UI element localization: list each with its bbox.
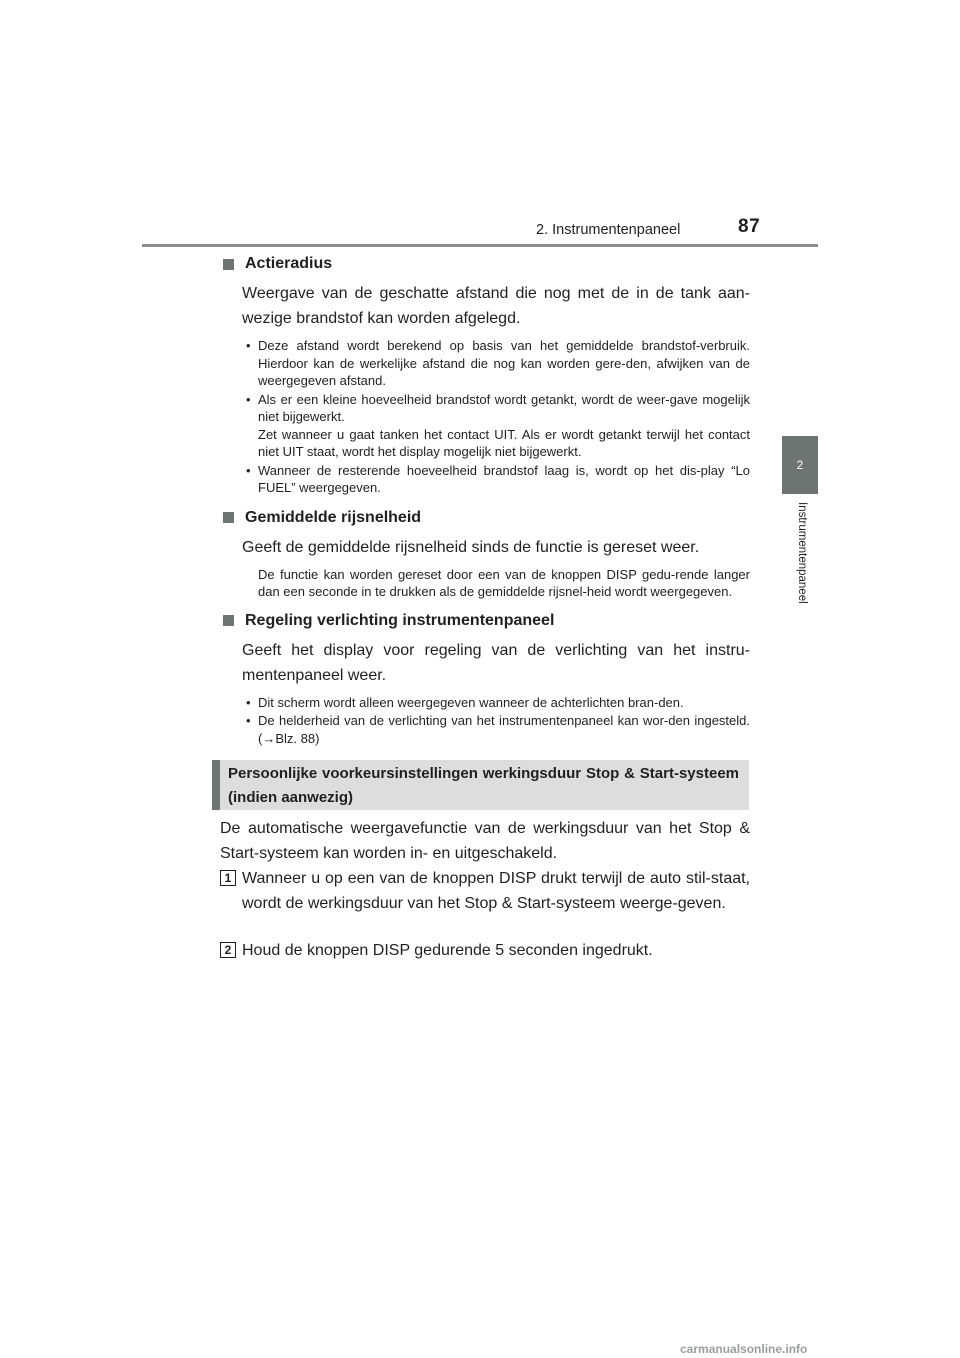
side-tab-label: Instrumentenpaneel <box>796 502 808 604</box>
section-heading: Regeling verlichting instrumentenpaneel <box>245 611 555 629</box>
bullet-list <box>242 694 750 748</box>
section-lead: Geeft de gemiddelde rijsnelheid sinds de functie is gereset weer. <box>242 538 700 556</box>
section-heading: Gemiddelde rijsnelheid <box>245 508 422 526</box>
square-bullet-icon <box>223 512 234 523</box>
main-content <box>220 253 750 757</box>
bullet-item: • Wanneer de resterende hoeveelheid brandstof laag is, wordt op het dis-play “Lo FUEL” weergegeven. <box>242 462 750 497</box>
bullet-item: • Dit scherm wordt alleen weergegeven wanneer de achterlichten bran-den. <box>242 694 750 712</box>
step-number: 2 <box>220 942 236 958</box>
step-number: 1 <box>220 870 236 886</box>
bullet-item: • Deze afstand wordt berekend op basis van het gemiddelde brandstof-verbruik. Hierdoor kan de werkelijke afstand die nog kan worden gere-den, afwijken van de weergegeven afstand. <box>242 337 750 390</box>
section-lead: Geeft het display voor regeling van de verlichting van het instru-mentenpaneel weer. <box>242 641 750 684</box>
bullet-item: • De helderheid van de verlichting van het instrumentenpaneel kan wor-den ingesteld. (→Blz. 88) <box>242 712 750 747</box>
header-rule <box>142 244 818 247</box>
bullet-list <box>242 337 750 497</box>
section-actieradius <box>220 253 750 497</box>
step-text: Houd de knoppen DISP gedurende 5 seconden ingedrukt. <box>242 942 653 959</box>
intro-paragraph: De automatische weergavefunctie van de werkingsduur van het Stop & Start-systeem kan worden in- en uitgeschakeld. <box>220 820 750 862</box>
step-1 <box>220 866 750 916</box>
bullet-item: • Als er een kleine hoeveelheid brandstof wordt getankt, wordt de weer-gave mogelijk niet bijgewerkt. Zet wanneer u gaat tanken het contact UIT. Als er wordt getankt terwijl het contact niet UIT staat, wordt het display mogelijk niet bijgewerkt. <box>242 391 750 461</box>
section-lead: Weergave van de geschatte afstand die nog met de in de tank aan-wezige brandstof kan worden afgelegd. <box>242 285 750 327</box>
square-bullet-icon <box>223 259 234 270</box>
box-title: Persoonlijke voorkeursinstellingen werkingsduur Stop & Start-systeem (indien aanwezig) <box>212 760 749 810</box>
step-2 <box>220 938 750 963</box>
section-note: De functie kan worden gereset door een van de knoppen DISP gedu-rende langer dan een seconde in te drukken als de gemiddelde rijsnel-heid wordt weergegeven. <box>258 566 750 599</box>
side-tab-number: 2 <box>782 436 818 494</box>
step-text: Wanneer u op een van de knoppen DISP drukt terwijl de auto stil-staat, wordt de werkingsduur van het Stop & Start-systeem weerge-geven. <box>242 870 750 912</box>
chapter-title: 2. Instrumentenpaneel <box>536 222 681 238</box>
watermark-text: carmanualsonline.info <box>680 1342 808 1356</box>
square-bullet-icon <box>223 615 234 626</box>
page-number: 87 <box>738 216 761 237</box>
section-gemiddelde-rijsnelheid <box>220 507 750 600</box>
section-regeling-verlichting <box>220 610 750 748</box>
section-heading: Actieradius <box>245 255 333 272</box>
